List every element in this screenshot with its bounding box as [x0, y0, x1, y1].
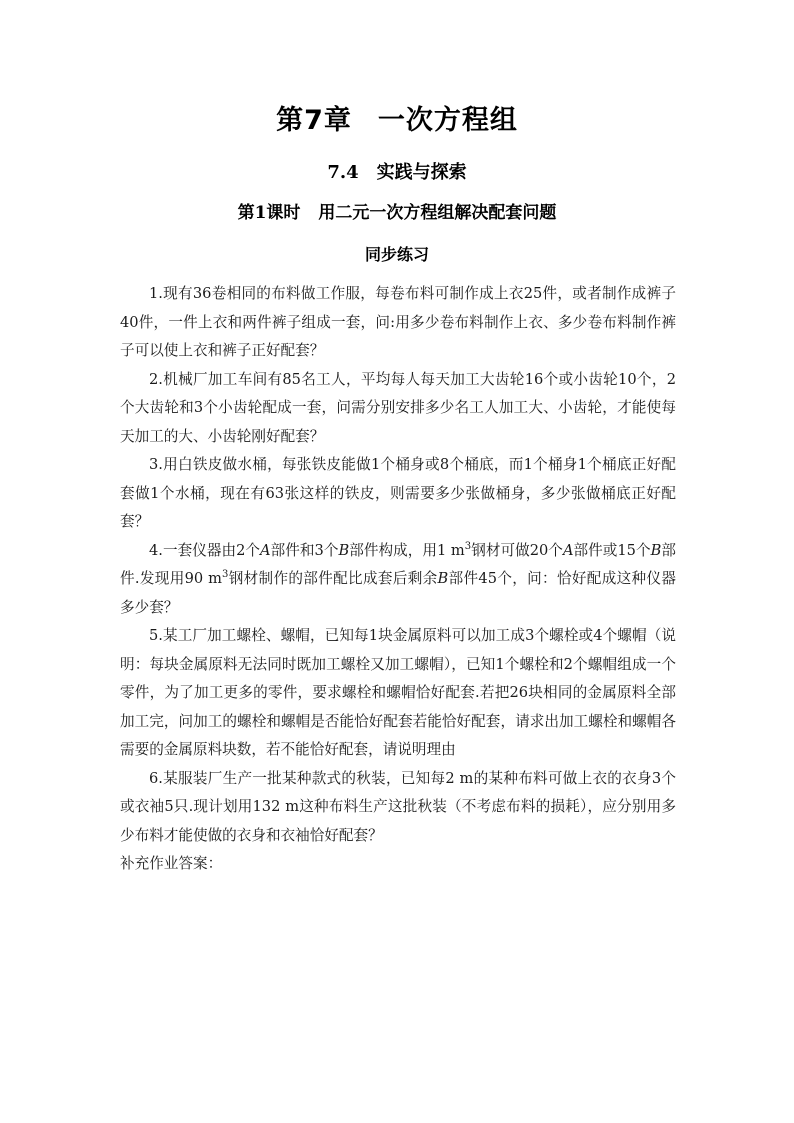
exercise-list [120, 280, 676, 879]
part-a-variable: A [562, 541, 574, 559]
cubic-exponent: 3 [464, 540, 472, 552]
part-b-variable: B [650, 541, 662, 559]
question-2: 2.机械厂加工车间有85名工人，平均每人每天加工大齿轮16个或小齿轮10个，2个大齿轮和3个小齿轮配成一套，问需分别安排多少名工人加工大、小齿轮，才能使每天加工的大、小齿轮刚好配套？ [120, 370, 676, 445]
question-4-text: 部件45个，问：恰好配成这种仪器多少套？ [120, 570, 676, 616]
part-b-variable: B [338, 541, 350, 559]
practice-heading: 同步练习 [364, 245, 429, 264]
question-4-text: 部件构成，用1 m [349, 541, 465, 559]
lesson-number: 第1课时 [237, 203, 301, 223]
chapter-title [0, 98, 794, 137]
question-5: 5.某工厂加工螺栓、螺帽，已知每1块金属原料可以加工成3个螺栓或4个螺帽（说明：每块金属原料无法同时既加工螺栓又加工螺帽），已知1个螺栓和2个螺帽组成一个零件，为了加工更多的零件，要求螺栓和螺帽恰好配套.若把26块相同的金属原料全部加工完，问加工的螺栓和螺帽是否能恰好配套若能恰好配套，请求出加工螺栓和螺帽各需要的金属原料块数，若不能恰好配套，请说明理由 [120, 627, 676, 758]
question-3: 3.用白铁皮做水桶，每张铁皮能做1个桶身或8个桶底，而1个桶身1个桶底正好配套做1个水桶，现在有63张这样的铁皮，则需要多少张做桶身，多少张做桶底正好配套？ [120, 456, 676, 530]
lesson-title [0, 198, 794, 223]
section-number: 7.4 [327, 162, 359, 183]
chapter-number: 第7章 [276, 105, 352, 136]
question-4-text: 部件或15个 [573, 541, 651, 559]
question-4 [120, 537, 676, 623]
question-4-text: 部件.发现用90 m [120, 541, 676, 587]
section-title [0, 158, 794, 184]
question-6: 6.某服装厂生产一批某种款式的秋装，已知每2 m的某种布料可做上衣的衣身3个或衣袖5只.现计划用132 m这种布料生产这批秋装（不考虑布料的损耗），应分别用多少布料才能使做的衣身和衣袖恰好配套？ [120, 769, 676, 844]
cubic-exponent: 3 [222, 569, 229, 581]
question-1: 1.现有36卷相同的布料做工作服，每卷布料可制作成上衣25件，或者制作成裤子40件，一件上衣和两件裤子组成一套，问:用多少卷布料制作上衣、多少卷布料制作裤子可以使上衣和裤子正好配套？ [120, 285, 676, 359]
question-4-text: 4.一套仪器由2个 [149, 541, 261, 559]
chapter-name: 一次方程组 [377, 105, 518, 136]
answers-label: 补充作业答案： [120, 855, 223, 872]
part-b-variable: B [437, 570, 449, 587]
section-name: 实践与探索 [376, 162, 467, 183]
lesson-name: 用二元一次方程组解决配套问题 [318, 203, 557, 223]
question-4-text: 部件和3个 [270, 541, 339, 559]
question-4-text: 钢材制作的部件配比成套后剩余 [228, 570, 438, 587]
part-a-variable: A [260, 541, 271, 559]
question-4-text: 钢材可做20个 [471, 541, 563, 559]
